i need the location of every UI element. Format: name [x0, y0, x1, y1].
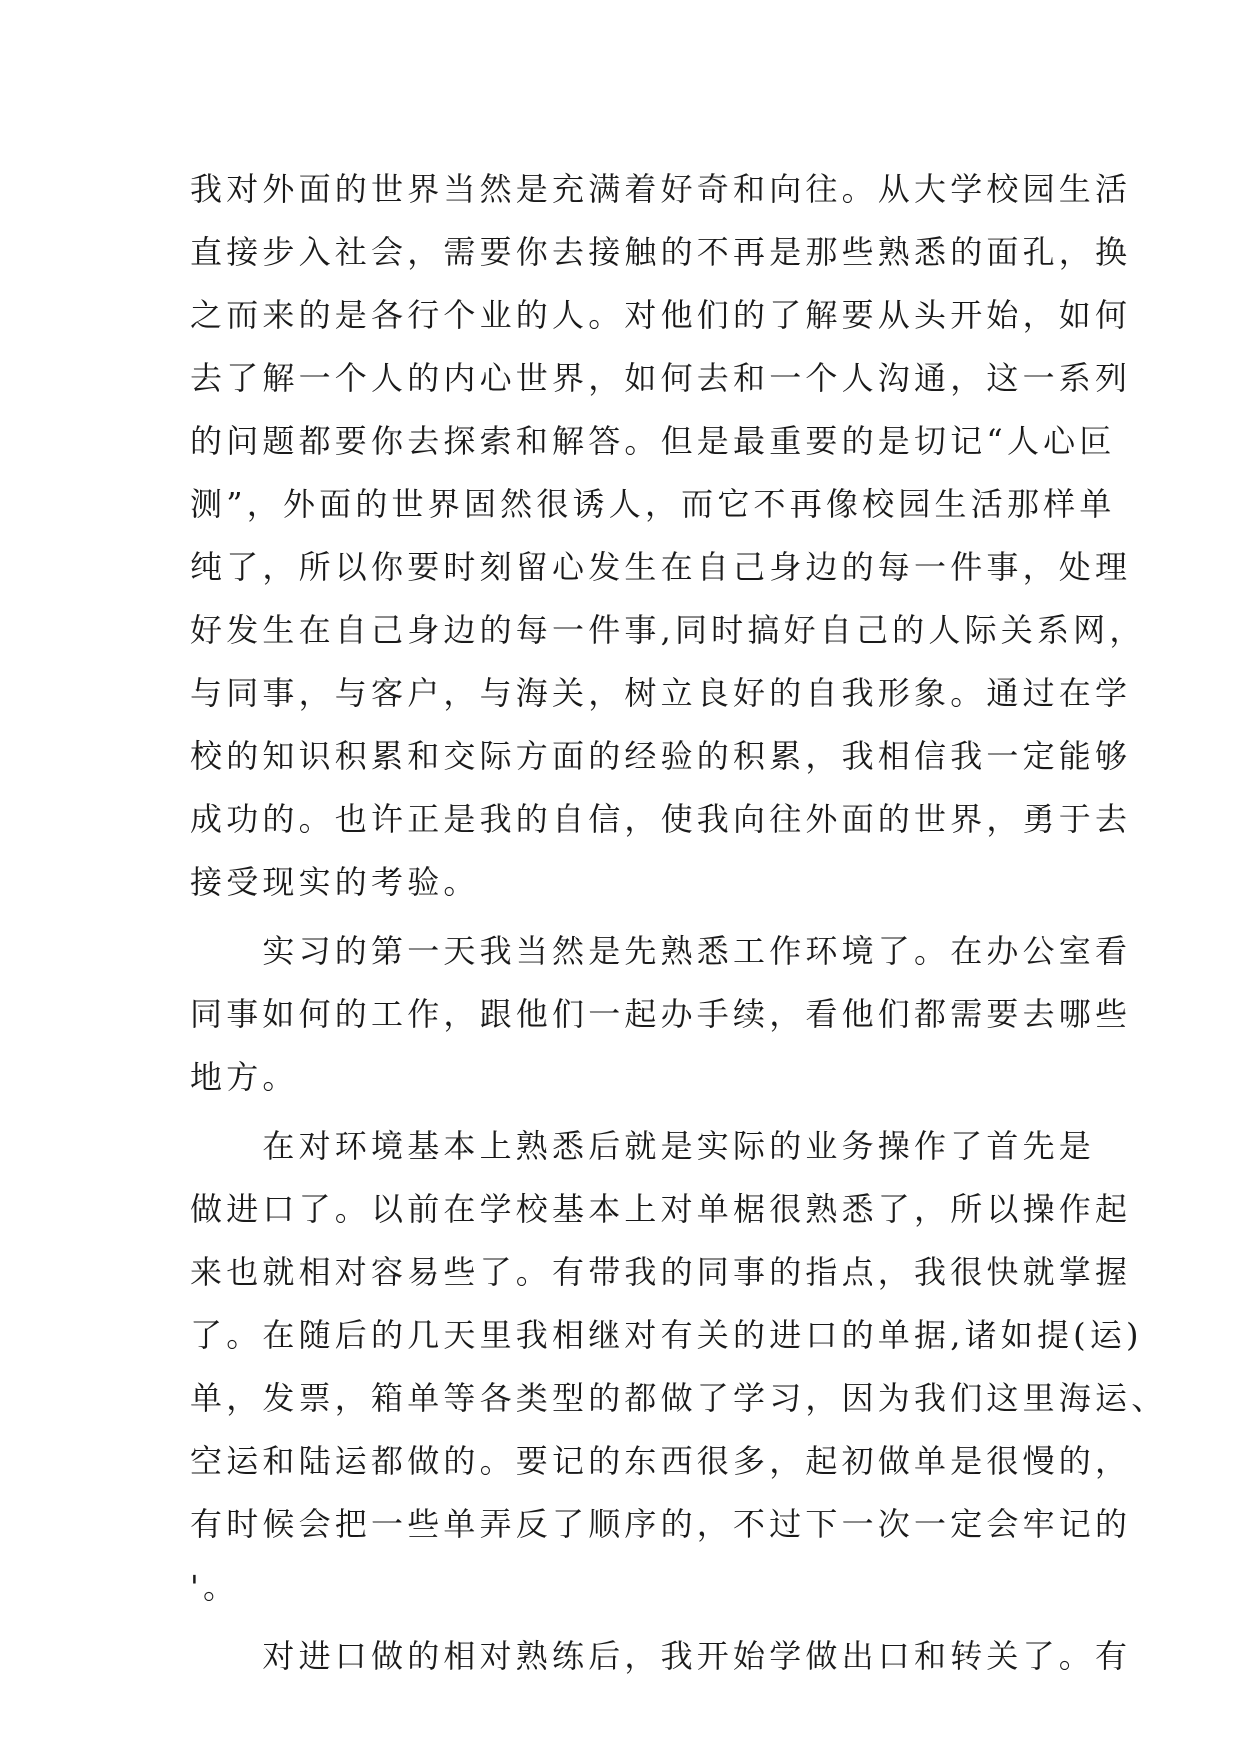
- text-line: 地方。: [190, 1058, 299, 1096]
- text-line: 有时候会把一些单弄反了顺序的，不过下一次一定会牢记的: [190, 1505, 1132, 1543]
- text-line: 了。在随后的几天里我相继对有关的进口的单据,诸如提(运): [190, 1316, 1143, 1354]
- text-line: 空运和陆运都做的。要记的东西很多，起初做单是很慢的，: [190, 1442, 1132, 1480]
- paragraph-first-line: 实习的第一天我当然是先熟悉工作环境了。在办公室看: [190, 932, 1132, 970]
- text-line: 单，发票，箱单等各类型的都做了学习，因为我们这里海运、: [190, 1379, 1168, 1417]
- text-line: 之而来的是各行个业的人。对他们的了解要从头开始，如何: [190, 296, 1132, 334]
- text-line: 好发生在自己身边的每一件事,同时搞好自己的人际关系网，: [190, 611, 1146, 649]
- text-line: 测”，外面的世界固然很诱人，而它不再像校园生活那样单: [190, 485, 1116, 523]
- text-line: 的问题都要你去探索和解答。但是最重要的是切记“人心叵: [190, 422, 1116, 460]
- text-line: 与同事，与客户，与海关，树立良好的自我形象。通过在学: [190, 674, 1132, 712]
- paragraph-first-line: 在对环境基本上熟悉后就是实际的业务操作了首先是: [190, 1127, 1096, 1165]
- text-line: 纯了，所以你要时刻留心发生在自己身边的每一件事，处理: [190, 548, 1132, 586]
- document-body: [190, 158, 1168, 1688]
- text-line: 来也就相对容易些了。有带我的同事的指点，我很快就掌握: [190, 1253, 1132, 1291]
- text-line: 我对外面的世界当然是充满着好奇和向往。从大学校园生活: [190, 170, 1132, 208]
- text-line: 去了解一个人的内心世界，如何去和一个人沟通，这一系列: [190, 359, 1132, 397]
- text-line: '。: [190, 1568, 240, 1606]
- text-line: 同事如何的工作，跟他们一起办手续，看他们都需要去哪些: [190, 995, 1132, 1033]
- text-line: 校的知识积累和交际方面的经验的积累，我相信我一定能够: [190, 737, 1132, 775]
- paragraph-first-line: 对进口做的相对熟练后，我开始学做出口和转关了。有: [190, 1637, 1132, 1675]
- text-line: 成功的。也许正是我的自信，使我向往外面的世界，勇于去: [190, 800, 1132, 838]
- text-line: 做进口了。以前在学校基本上对单椐很熟悉了，所以操作起: [190, 1190, 1132, 1228]
- text-line: 直接步入社会，需要你去接触的不再是那些熟悉的面孔，换: [190, 233, 1132, 271]
- text-line: 接受现实的考验。: [190, 863, 480, 901]
